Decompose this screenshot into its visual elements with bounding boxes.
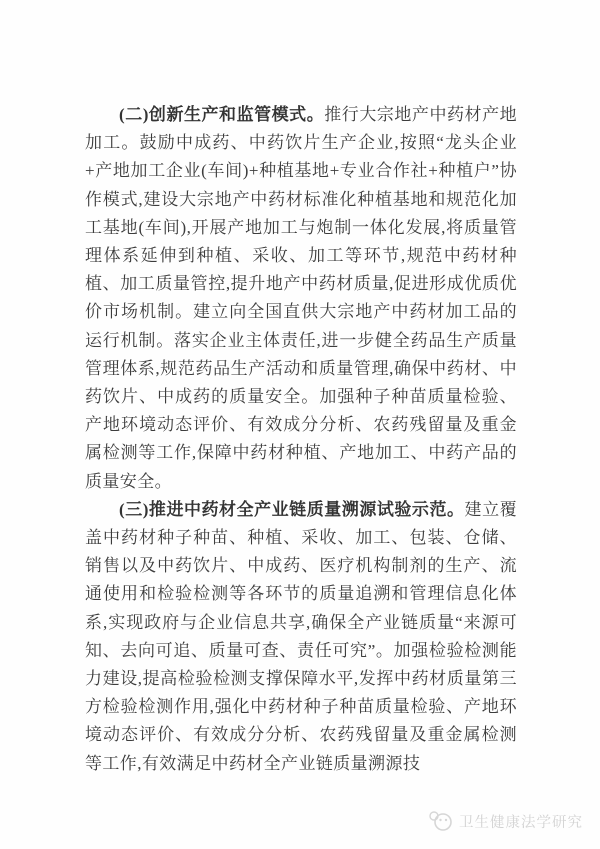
watermark-label: 卫生健康法学研究 <box>459 814 583 831</box>
watermark <box>428 810 583 832</box>
paragraph-2-heading: (二)创新生产和监管模式。 <box>119 105 325 124</box>
paragraph-2-text: 推行大宗地产中药材产地加工。鼓励中成药、中药饮片生产企业,按照“龙头企业+产地加工企业(车间)+种植基地+专业合作社+种植户”协作模式,建设大宗地产中药材标准化种植基地和规范化加工基地(车间),开展产地加工与炮制一体化发展,将质量管理体系延伸到种植、采收、加工等环节,规范中药材种植、加工质量管控,提升地产中药材质量,促进形成优质优价市场机制。建立向全国直供大宗地产中药材加工品的运行机制。落实企业主体责任,进一步健全药品生产质量管理体系,规范药品生产活动和质量管理,确保中药材、中药饮片、中成药的质量安全。加强种子种苗质量检验、产地环境动态评价、有效成分分析、农药残留量及重金属检测等工作,保障中药材种植、产地加工、中药产品的质量安全。 <box>85 105 517 491</box>
paragraph-3-text: 建立覆盖中药材种子种苗、种植、采收、加工、包装、仓储、销售以及中药饮片、中成药、医疗机构制剂的生产、流通使用和检验检测等各环节的质量追溯和管理信息化体系,实现政府与企业信息共享,确保全产业链质量“来源可知、去向可追、质量可查、责任可究”。加强检验检测能力建设,提高检验检测支撑保障水平,发挥中药材质量第三方检验检测作用,强化中药材种子种苗质量检验、产地环境动态评价、有效成分分析、农药残留量及重金属检测等工作,有效满足中药材全产业链质量溯源技 <box>85 499 517 773</box>
paragraph-3-heading: (三)推进中药材全产业链质量溯源试验示范。 <box>119 499 465 519</box>
document-body <box>85 101 517 778</box>
paragraph-2 <box>85 101 517 496</box>
paragraph-3 <box>85 496 517 778</box>
publisher-logo-icon <box>428 810 454 832</box>
